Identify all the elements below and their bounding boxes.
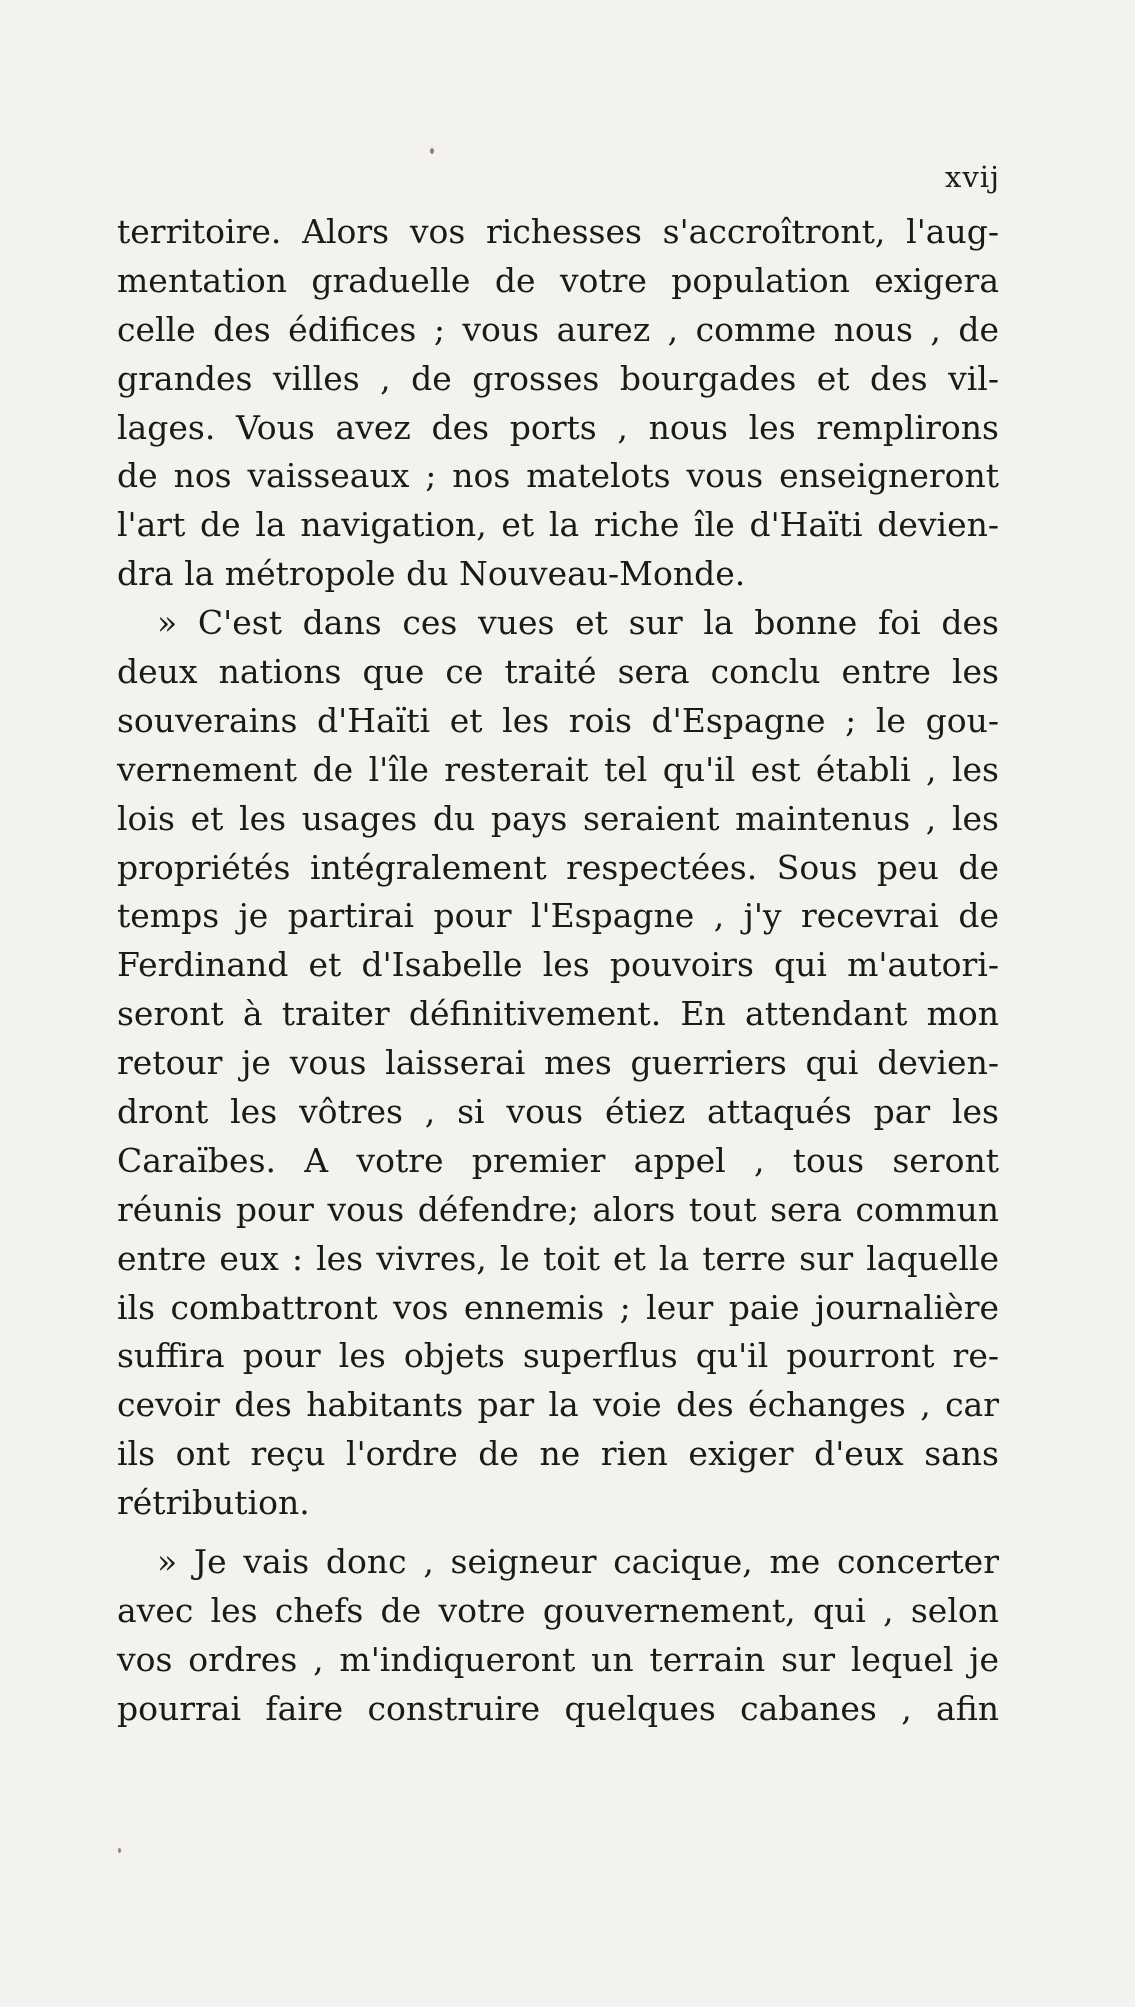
text-line: de nos vaisseaux ; nos matelots vous enseigneront xyxy=(117,456,999,496)
text-line: entre eux : les vivres, le toit et la terre sur laquelle xyxy=(117,1238,999,1278)
text-line: mentation graduelle de votre population exigera xyxy=(117,260,999,300)
text-line: réunis pour vous défendre; alors tout sera commun xyxy=(117,1189,999,1229)
text-line: pourrai faire construire quelques cabanes , afin xyxy=(117,1688,999,1728)
text-line: lages. Vous avez des ports , nous les remplirons xyxy=(117,407,999,447)
paragraph-1 xyxy=(117,208,999,599)
text-line: territoire. Alors vos richesses s'accroîtront, l'aug- xyxy=(117,212,999,251)
text-line: Caraïbes. A votre premier appel , tous seront xyxy=(117,1140,999,1180)
text-line: temps je partirai pour l'Espagne , j'y recevrai de xyxy=(117,896,999,936)
page-number: xvij xyxy=(944,160,1000,194)
text-line: Ferdinand et d'Isabelle les pouvoirs qui m'autori- xyxy=(117,945,999,985)
text-line: » C'est dans ces vues et sur la bonne foi des xyxy=(157,603,999,643)
paragraph-spacer xyxy=(117,1528,999,1538)
text-line: dront les vôtres , si vous étiez attaqués par les xyxy=(117,1092,999,1132)
text-line: avec les chefs de votre gouvernement, qui , selon xyxy=(117,1590,999,1630)
body-text xyxy=(117,208,999,1734)
text-line: suffira pour les objets superflus qu'il pourront re- xyxy=(117,1336,999,1376)
text-line: lois et les usages du pays seraient maintenus , les xyxy=(117,798,999,838)
text-line: propriétés intégralement respectées. Sous peu de xyxy=(117,847,999,887)
text-line: vos ordres , m'indiqueront un terrain sur lequel je xyxy=(117,1639,999,1679)
text-line: cevoir des habitants par la voie des échanges , car xyxy=(117,1385,999,1425)
text-line: grandes villes , de grosses bourgades et des vil- xyxy=(117,358,999,398)
text-line: retour je vous laisserai mes guerriers qui devien- xyxy=(117,1043,999,1083)
text-line: dra la métropole du Nouveau-Monde. xyxy=(117,554,746,594)
text-line: souverains d'Haïti et les rois d'Espagne ; le gou- xyxy=(117,700,999,740)
text-line: seront à traiter définitivement. En attendant mon xyxy=(117,994,999,1034)
paragraph-2 xyxy=(117,599,999,1528)
text-line: » Je vais donc , seigneur cacique, me concerter xyxy=(157,1542,999,1582)
text-line: celle des édifices ; vous aurez , comme nous , de xyxy=(117,309,999,349)
text-line: ils combattront vos ennemis ; leur paie journalière xyxy=(117,1287,999,1327)
paragraph-3 xyxy=(117,1538,999,1734)
text-line: deux nations que ce traité sera conclu entre les xyxy=(117,652,999,692)
text-line: ils ont reçu l'ordre de ne rien exiger d'eux sans xyxy=(117,1434,999,1474)
text-line: vernement de l'île resterait tel qu'il est établi , les xyxy=(117,749,999,789)
text-line: l'art de la navigation, et la riche île d'Haïti devien- xyxy=(117,505,999,545)
text-line: rétribution. xyxy=(117,1483,310,1523)
paper-speck xyxy=(430,148,434,154)
paper-speck xyxy=(118,1848,121,1853)
